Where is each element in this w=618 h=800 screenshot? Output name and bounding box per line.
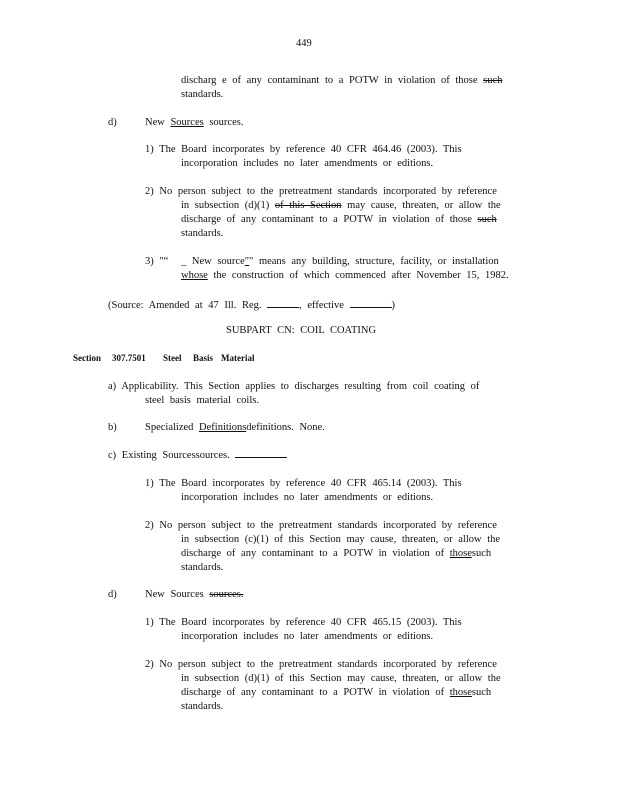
b-heading-post: None. xyxy=(299,422,325,433)
c-heading-text: c) Existing Sourcessources. xyxy=(108,450,230,461)
source-note-mid: , effective xyxy=(299,300,344,311)
deleted-text: of this Section xyxy=(274,200,342,211)
d1-item2-line3 xyxy=(181,213,497,226)
d2-heading-pre: New Sources xyxy=(145,589,204,600)
c-item2-line4: standards. xyxy=(181,562,224,573)
inserted-text: those xyxy=(449,548,472,559)
inserted-text: whose xyxy=(181,270,208,281)
d2-item1-line1: 1) The Board incorporates by reference 40 CFR 465.15 (2003). This xyxy=(145,617,462,628)
d1-heading xyxy=(145,116,243,129)
d1-item3-line1 xyxy=(181,255,499,268)
d2-item2-line3-a: discharge of any contaminant to a POTW in violation of xyxy=(181,687,445,698)
section-title-word: Steel xyxy=(163,353,182,363)
a-line1: a) Applicability. This Section applies to discharges resulting from coil coating of xyxy=(108,381,480,392)
d1-item3-line2-b: the construction of which commenced after November 15, 1982. xyxy=(213,270,509,281)
c-heading xyxy=(108,449,287,462)
source-note xyxy=(108,297,395,312)
d1-item2-line3-a: discharge of any contaminant to a POTW in violation of those xyxy=(181,214,472,225)
b-heading-pre: Specialized xyxy=(145,422,194,433)
inserted-text: those xyxy=(449,687,472,698)
d1-heading-old: sources. xyxy=(209,117,244,128)
d2-label: d) xyxy=(108,589,117,600)
deleted-text: such xyxy=(477,214,497,225)
blank-line xyxy=(235,452,287,458)
d1-item2-line4: standards. xyxy=(181,228,224,239)
c-item2-line1: 2) No person subject to the pretreatment standards incorporated by reference xyxy=(145,520,497,531)
d1-item1-line2: incorporation includes no later amendments or editions. xyxy=(181,158,434,169)
d2-heading xyxy=(145,588,243,601)
page-number: 449 xyxy=(296,38,312,49)
inserted-text: " xyxy=(244,256,250,267)
prev-line-2: standards. xyxy=(181,89,224,100)
d1-item3-line1-a: _ New source xyxy=(181,256,245,267)
blank-line xyxy=(267,297,299,308)
d1-label: d) xyxy=(108,117,117,128)
prev-line-1 xyxy=(181,74,502,87)
source-note-end: ) xyxy=(391,300,396,311)
d1-item2-line1: 2) No person subject to the pretreatment standards incorporated by reference xyxy=(145,186,497,197)
d1-item2-line2-a: in subsection (d)(1) xyxy=(181,200,270,211)
d1-item3-line1-b: " means any building, structure, facility, or installation xyxy=(249,256,499,267)
d1-item2-line2 xyxy=(181,199,501,212)
deleted-text: sources. xyxy=(209,589,244,600)
inserted-text: Sources xyxy=(170,117,204,128)
section-number: 307.7501 xyxy=(112,353,146,363)
prev-line-1-text: discharg e of any contaminant to a POTW in violation of those xyxy=(181,75,478,86)
b-heading xyxy=(145,421,325,434)
d2-item2-line3 xyxy=(181,686,491,699)
d2-item1-line2: incorporation includes no later amendments or editions. xyxy=(181,631,434,642)
d1-item1-line1: 1) The Board incorporates by reference 40 CFR 464.46 (2003). This xyxy=(145,144,462,155)
c-item1-line1: 1) The Board incorporates by reference 40 CFR 465.14 (2003). This xyxy=(145,478,462,489)
d2-item2-line1: 2) No person subject to the pretreatment standards incorporated by reference xyxy=(145,659,497,670)
d1-heading-pre: New xyxy=(145,117,165,128)
inserted-text: Definitions xyxy=(199,422,247,433)
blank-line xyxy=(350,297,392,308)
subpart-heading: SUBPART CN: COIL COATING xyxy=(226,325,377,336)
d2-item2-line2: in subsection (d)(1) of this Section may cause, threaten, or allow the xyxy=(181,673,501,684)
c-item1-line2: incorporation includes no later amendments or editions. xyxy=(181,492,434,503)
d2-item2-line3-b: such xyxy=(471,687,492,698)
a-line2: steel basis material coils. xyxy=(145,395,259,406)
c-item2-line3 xyxy=(181,547,491,560)
c-item2-line3-a: discharge of any contaminant to a POTW in violation of xyxy=(181,548,445,559)
section-title-word: Basis xyxy=(193,353,214,363)
section-title-word: Material xyxy=(221,353,255,363)
source-note-pre: (Source: Amended at 47 Ill. Reg. xyxy=(108,300,262,311)
d1-item3-number: 3) "“ xyxy=(145,256,169,267)
section-label: Section xyxy=(73,353,101,363)
d2-item2-line4: standards. xyxy=(181,701,224,712)
b-label: b) xyxy=(108,422,117,433)
d1-item3-line2 xyxy=(181,269,509,282)
deleted-text: such xyxy=(483,75,503,86)
c-item2-line3-b: such xyxy=(471,548,492,559)
b-heading-old: definitions. xyxy=(246,422,294,433)
d1-item2-line2-b: may cause, threaten, or allow the xyxy=(347,200,501,211)
c-item2-line2: in subsection (c)(1) of this Section may cause, threaten, or allow the xyxy=(181,534,501,545)
